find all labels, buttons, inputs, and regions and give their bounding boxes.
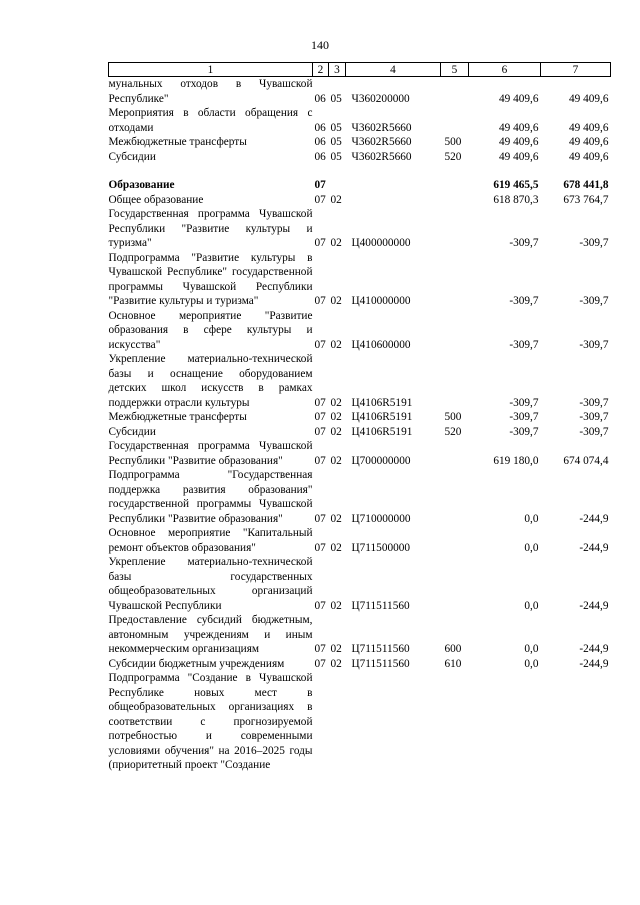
col-header-3: 3 [329,63,346,77]
table-row [109,555,611,613]
row-name-cell: Основное мероприятие "Развитие образования в сфере культуры и искусства" [108,309,313,351]
subsection-code-cell: 02 [330,237,342,249]
expense-type-cell [441,526,469,555]
amount-col6-cell: 49 409,6 [498,150,539,163]
budget-table [108,62,611,773]
target-article-cell [346,671,441,773]
section-code-cell: 07 [314,338,326,351]
target-article-cell: Ц4106R5191 [351,411,413,423]
table-row [109,613,611,657]
col-header-2: 2 [313,63,329,77]
expense-type-cell [441,555,469,613]
row-name-cell: Подпрограмма "Развитие культуры в Чувашской Республике" государственной программы Чувашской Республики "Развитие культуры и туризма" [108,251,313,307]
amount-col7-cell: 674 074,4 [563,454,609,467]
amount-col7-cell: -309,7 [579,425,609,438]
subsection-code-cell: 05 [330,121,342,134]
table-row [109,251,611,309]
row-name-cell: Межбюджетные трансферты [108,411,247,423]
expense-type-cell [441,309,469,353]
expense-type-cell [441,106,469,135]
table-row [109,150,611,165]
subsection-code-cell: 02 [330,396,342,409]
row-name-cell: Мероприятия в области обращения с отходами [108,107,313,134]
section-code-cell: 07 [314,454,326,467]
target-article-cell: Ц400000000 [351,237,411,249]
section-code-cell: 07 [314,193,326,206]
row-name-cell: Укрепление материально-технической базы государственных общеобразовательных организаций Чувашской Республики [108,556,313,612]
amount-col6-cell: 619 180,0 [493,454,539,467]
target-article-cell: Ц410000000 [351,295,411,307]
amount-col7-cell [541,671,611,773]
table-row [109,178,611,193]
amount-col6-cell: 618 870,3 [493,193,539,206]
subsection-code-cell: 02 [330,599,342,612]
subsection-code-cell: 02 [330,643,342,655]
subsection-code-cell: 02 [330,541,342,554]
expense-type-cell [441,251,469,309]
amount-col6-cell: -309,7 [509,295,539,307]
section-code-cell: 06 [314,136,326,148]
amount-col7-cell: -244,9 [579,541,609,554]
amount-col6-cell: -309,7 [509,396,539,409]
subsection-code-cell: 02 [330,657,342,670]
amount-col6-cell [469,671,541,773]
target-article-cell: Ц410600000 [351,338,411,351]
amount-col6-cell [469,164,541,178]
section-code-cell [313,671,329,773]
row-name-cell: Образование [108,179,175,191]
amount-col6-cell: 0,0 [524,541,539,554]
row-name-cell: Подпрограмма "Создание в Чувашской Республике новых мест в общеобразовательных организациях в соответствии с прогнозируемой потребностью и современными условиями обучения" на 2016–2025 годы (приоритетный проект "Создание [108,672,313,771]
table-row [109,410,611,425]
table-row [109,309,611,353]
row-name-cell: Основное мероприятие "Капитальный ремонт объектов образования" [108,527,313,554]
expense-type-cell [441,178,469,193]
subsection-code-cell [329,178,346,193]
expense-type-cell: 600 [444,643,462,655]
amount-col7-cell: -309,7 [579,338,609,351]
expense-type-cell [441,77,469,107]
target-article-cell [346,164,441,178]
amount-col7-cell [541,164,611,178]
expense-type-cell: 520 [444,425,462,438]
subsection-code-cell: 02 [330,425,342,438]
target-article-cell: Ц711511560 [351,657,410,670]
amount-col7-cell: 49 409,6 [568,150,609,163]
row-name-cell: Субсидии [108,425,156,438]
amount-col7-cell: 49 409,6 [568,92,609,105]
row-name-cell: Предоставление субсидий бюджетным, автономным учреждениям и иным некоммерческим организациям [108,614,313,655]
amount-col7-cell: -309,7 [579,411,609,423]
column-number-header [109,63,611,77]
section-code-cell: 07 [314,599,326,612]
expense-type-cell: 610 [444,657,462,670]
col-header-1: 1 [109,63,313,77]
row-name-cell: Подпрограмма "Государственная поддержка развития образования" государственной программы Чувашской Республики "Развитие образования" [108,469,313,525]
amount-col6-cell: -309,7 [509,425,539,438]
expense-type-cell: 520 [444,150,462,163]
expense-type-cell [441,439,469,468]
target-article-cell: Ц711511560 [351,643,410,655]
target-article-cell [346,178,441,193]
section-code-cell: 07 [314,295,326,307]
expense-type-cell: 500 [444,136,462,148]
table-body [109,77,611,773]
subsection-code-cell: 02 [330,512,342,525]
target-article-cell: Ц710000000 [351,512,411,525]
section-code-cell: 07 [314,541,326,554]
subsection-code-cell: 02 [330,411,342,423]
row-name-cell: Укрепление материально-технической базы и оснащение оборудованием детских школ искусств в рамках поддержки отрасли культуры [108,353,313,409]
amount-col6-cell: -309,7 [509,237,539,249]
target-article-cell: Ч3602R5660 [351,121,412,134]
table-row [109,671,611,773]
section-code-cell [313,164,329,178]
table-row [109,164,611,178]
subsection-code-cell: 02 [330,338,342,351]
subsection-code-cell: 05 [330,150,342,163]
section-code-cell: 07 [314,179,326,191]
page-number: 140 [311,38,329,52]
amount-col6-cell: 49 409,6 [498,92,539,105]
section-code-cell: 07 [314,237,326,249]
row-name-cell: Государственная программа Чувашской Республики "Развитие образования" [108,440,313,467]
target-article-cell: Ч3602R5660 [351,150,412,163]
target-article-cell: Ц4106R5191 [351,425,413,438]
subsection-code-cell: 05 [330,136,342,148]
expense-type-cell [441,468,469,526]
amount-col7-cell: -244,9 [579,512,609,525]
section-code-cell: 07 [314,643,326,655]
table-row [109,135,611,150]
amount-col7-cell: 678 441,8 [563,179,609,191]
expense-type-cell [441,164,469,178]
target-article-cell: Ц711511560 [351,599,410,612]
row-name-cell: Межбюджетные трансферты [108,136,247,148]
col-header-5: 5 [441,63,469,77]
section-code-cell: 06 [314,150,326,163]
table-row [109,439,611,468]
table-row [109,657,611,672]
target-article-cell: Ц711500000 [351,541,411,554]
target-article-cell: Ц700000000 [351,454,411,467]
row-name-cell [109,164,313,178]
subsection-code-cell: 02 [330,295,342,307]
section-code-cell: 07 [314,657,326,670]
col-header-4: 4 [346,63,441,77]
subsection-code-cell: 02 [330,193,342,206]
expense-type-cell [441,352,469,410]
expense-type-cell [441,671,469,773]
table-row [109,425,611,440]
amount-col6-cell: -309,7 [509,411,539,423]
expense-type-cell [441,193,469,208]
expense-type-cell [441,207,469,251]
amount-col6-cell: 619 465,5 [493,179,539,191]
amount-col6-cell: 0,0 [524,512,539,525]
row-name-cell: мунальных отходов в Чувашской Республике" [108,78,313,105]
amount-col6-cell: -309,7 [509,338,539,351]
section-code-cell: 06 [314,92,326,105]
table-row [109,193,611,208]
row-name-cell: Государственная программа Чувашской Республики "Развитие культуры и туризма" [108,208,313,249]
amount-col7-cell: 673 764,7 [563,193,609,206]
row-name-cell: Субсидии [108,150,156,163]
target-article-cell: Ч3602R5660 [351,136,412,148]
section-code-cell: 07 [314,512,326,525]
amount-col7-cell: -309,7 [579,396,609,409]
amount-col7-cell: -244,9 [579,599,609,612]
table-row [109,207,611,251]
amount-col7-cell: -309,7 [579,295,609,307]
amount-col7-cell: -244,9 [579,643,609,655]
section-code-cell: 07 [314,396,326,409]
subsection-code-cell: 02 [330,454,342,467]
subsection-code-cell [329,671,346,773]
amount-col6-cell: 49 409,6 [498,121,539,134]
amount-col7-cell: 49 409,6 [568,121,609,134]
amount-col7-cell: -244,9 [579,657,609,670]
target-article-cell [346,193,441,208]
expense-type-cell: 500 [444,411,462,423]
target-article-cell: Ц4106R5191 [351,396,413,409]
row-name-cell: Общее образование [108,193,204,206]
section-code-cell: 06 [314,121,326,134]
amount-col6-cell: 0,0 [524,657,539,670]
amount-col6-cell: 0,0 [524,599,539,612]
section-code-cell: 07 [314,425,326,438]
subsection-code-cell [329,164,346,178]
table-row [109,352,611,410]
section-code-cell: 07 [314,411,326,423]
table-row [109,526,611,555]
col-header-6: 6 [469,63,541,77]
row-name-cell: Субсидии бюджетным учреждениям [108,657,285,670]
table-row [109,468,611,526]
subsection-code-cell: 05 [330,92,342,105]
amount-col7-cell: -309,7 [579,237,609,249]
amount-col6-cell: 0,0 [524,643,539,655]
target-article-cell: Ч360200000 [351,92,410,105]
amount-col6-cell: 49 409,6 [498,136,539,148]
col-header-7: 7 [541,63,611,77]
table-row [109,77,611,107]
table-row [109,106,611,135]
amount-col7-cell: 49 409,6 [568,136,609,148]
